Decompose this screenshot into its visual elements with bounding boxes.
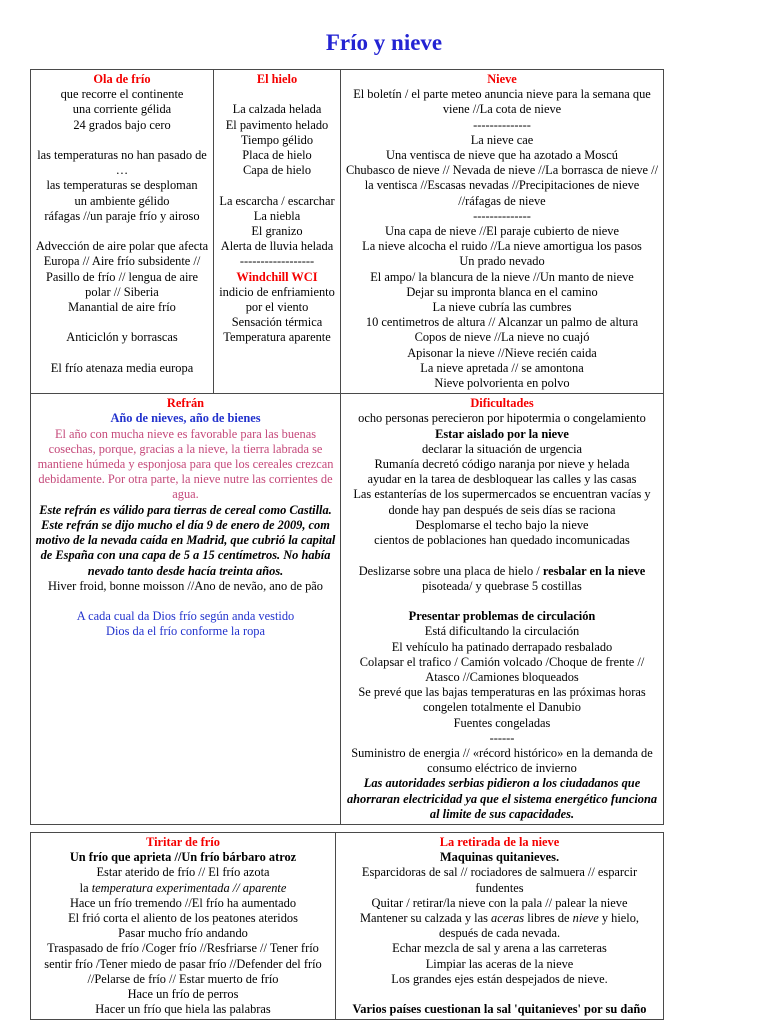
text-line [339,941,660,956]
text-line [217,194,337,209]
text-line [217,209,337,224]
cell-body-nieve [344,87,660,391]
text-line [217,254,337,269]
text-segment: Chubasco de nieve // Nevada de nieve //La borrasca de nieve // la ventisca //Escasas nevadas //Precipitaciones de nieve //ráfagas de nieve [345,163,659,208]
text-line [344,716,660,731]
text-line [34,315,210,330]
text-line [34,941,332,987]
cell-header-el-hielo: El hielo [256,72,298,86]
text-line [344,731,660,746]
text-segment: Año de nieves, año de bienes [110,411,261,426]
text-segment: A cada cual da Dios frío según anda vestido [76,609,295,624]
text-segment: ayudar en la tarea de desbloquear las calles y las casas [367,472,637,487]
text-line [34,579,337,594]
text-segment: Temperatura aparente [223,330,331,345]
text-segment: Pasar mucho frío andando [118,926,248,941]
text-segment: Limpiar las aceras de la nieve [425,956,574,971]
text-line [344,685,660,715]
text-segment: las temperaturas no han pasado de … [37,148,207,178]
vocab-table-main [30,69,664,825]
text-line [217,148,337,163]
text-segment: Se prevé que las bajas temperaturas en las próximas horas congelen totalmente el Danubio [358,685,646,715]
text-segment: resbalar en la nieve [542,563,646,578]
text-line [217,163,337,178]
text-segment: El ampo/ la blancura de la nieve //Un manto de nieve [370,269,634,284]
text-line [34,239,210,300]
text-line [34,896,332,911]
text-line [339,911,660,941]
text-segment: Este refrán es válido para tierras de cereal como Castilla. Este refrán se dijo mucho el día 9 de enero de 2009, com motivo de la nevada caída en Madrid, que cubrió la capital de España con una capa de 5 a 15 centímetros. No había nevado tanto desde hacía treinta años. [35,502,336,578]
text-line [344,346,660,361]
text-line [217,133,337,148]
text-segment: una corriente gélida [72,102,172,117]
text-line [34,850,332,865]
cell-body-refran [34,411,337,639]
text-line [217,239,337,254]
text-segment: Advección de aire polar que afecta Europa // Aire frío subsidente // Pasillo de frío // lengua de aire polar // Siberia [35,239,209,299]
cell-header-dificultades: Dificultades [470,396,534,411]
text-line [344,209,660,224]
text-segment: Deslizarse sobre una placa de hielo / [358,563,543,578]
text-segment: Nieve polvorienta en polvo [434,376,570,391]
table-row [31,832,664,1019]
text-line [339,957,660,972]
text-segment: Hace un frío de perros [127,986,239,1001]
text-segment: El boletín / el parte meteo anuncia nieve para la semana que viene //La cota de nieve [353,87,651,117]
cell-nieve [341,70,664,394]
text-line [34,300,210,315]
text-segment: Hacer un frío que hiela las palabras [95,1002,271,1017]
text-line [217,102,337,117]
text-segment: ráfagas //un paraje frío y airoso [44,208,200,223]
text-line [34,330,210,345]
text-segment: La nieve cae [470,132,534,147]
cell-tiritar-de-frio [31,832,336,1019]
text-line [339,1002,660,1017]
text-segment: Apisonar la nieve //Nieve recién caida [407,345,597,360]
text-line [217,270,337,285]
page-title: Frío y nieve [325,30,443,55]
cell-header-refran: Refrán [166,396,205,411]
text-segment: 10 centimetros de altura // Alcanzar un palmo de altura [365,315,639,330]
text-segment: libres de [524,910,573,925]
text-segment: El granizo [251,224,303,239]
text-line [217,178,337,193]
text-segment: Una capa de nieve //El paraje cubierto de nieve [385,224,619,239]
text-segment: Placa de hielo [242,148,312,163]
text-segment: 24 grados bajo cero [73,117,171,132]
text-segment: Hiver froid, bonne moisson //Ano de nevão, ano de pão [48,578,323,593]
table-row [31,70,664,394]
text-segment: Un prado nevado [459,254,545,269]
text-line [344,87,660,117]
text-line [339,865,660,895]
text-line [344,533,660,548]
text-line [34,609,337,624]
text-line [34,148,210,178]
text-segment: las temperaturas se desploman [46,178,198,193]
text-segment: Esparcidoras de sal // rociadores de salmuera // esparcir fundentes [361,865,638,895]
text-line [344,518,660,533]
text-line [34,133,210,148]
text-segment: La escarcha / escarchar [219,193,335,208]
text-line [339,972,660,987]
text-segment: Anticiclón y borrascas [66,330,178,345]
text-line [34,346,210,361]
text-segment: aceras [491,910,525,925]
text-line [34,624,337,639]
text-line [34,411,337,426]
cell-header-ola-de-frio: Ola de frío [93,72,151,86]
text-segment: Rumanía decretó código naranja por nieve y helada [374,457,630,472]
text-line [217,315,337,330]
text-segment: Capa de hielo [242,163,312,178]
cell-refran [31,394,341,825]
text-segment: Una ventisca de nieve que ha azotado a Moscú [386,148,618,163]
text-line [344,361,660,376]
text-segment: Quitar / retirar/la nieve con la pala // palear la nieve [371,895,628,910]
text-line [344,427,660,442]
text-line [344,472,660,487]
text-line [344,148,660,163]
table-row [31,394,664,825]
text-line [344,487,660,517]
text-segment: El frío atenaza media europa [50,360,194,375]
text-segment: y hielo, después de cada nevada. [438,910,640,941]
text-segment: Las estanterías de los supermercados se encuentran vacías y donde hay pan después de seis días se raciona [353,487,651,517]
text-segment: temperatura experimentada // aparente [91,880,287,895]
text-line [344,655,660,685]
text-line [344,376,660,391]
text-line [344,239,660,254]
text-segment: El pavimento helado [225,117,329,132]
text-line [34,881,332,896]
text-line [217,224,337,239]
text-segment: Suministro de energia // «récord histórico» en la demanda de consumo eléctrico de invierno [351,745,653,776]
text-line [344,564,660,594]
text-segment: Colapsar el trafico / Camión volcado /Choque de frente // Atasco //Camiones bloqueados [359,654,645,684]
text-line [34,102,210,117]
text-segment: ------ [489,730,515,745]
text-line [344,118,660,133]
text-line [344,285,660,300]
text-line [344,442,660,457]
text-line [344,411,660,426]
text-segment: Hace un frío tremendo //El frío ha aumentado [69,895,297,910]
text-segment: ------------------ [239,254,315,269]
text-line [34,361,210,376]
text-line [344,640,660,655]
text-line [34,594,337,609]
cell-body-el-hielo [217,87,337,345]
text-line [344,330,660,345]
text-line [344,594,660,609]
text-line [34,224,210,239]
text-line [34,427,337,503]
cell-body-ola-de-frio [34,87,210,376]
text-line [34,987,332,1002]
text-line [344,224,660,239]
text-segment: Sensación térmica [231,315,323,330]
text-segment: Presentar problemas de circulación [408,609,596,624]
text-segment: un ambiente gélido [74,193,170,208]
text-segment: nieve [572,910,599,925]
text-line [34,865,332,880]
text-segment: Copos de nieve //La nieve no cuajó [414,330,590,345]
text-segment: Maquinas quitanieves. [439,850,560,865]
text-segment: La niebla [253,208,301,223]
cell-header-retirada-de-la-nieve: La retirada de la nieve [439,834,560,849]
text-segment: Traspasado de frío /Coger frío //Resfriarse // Tener frío sentir frío /Tener miedo de pasar frío //Defender del frío //Pelarse de frío // Estar muerto de frío [44,941,322,986]
text-segment: Está dificultando la circulación [424,624,580,639]
text-segment: Tiempo gélido [240,132,314,147]
text-line [34,911,332,926]
text-segment: declarar la situación de urgencia [421,441,583,456]
cell-body-tiritar-de-frio [34,850,332,1017]
text-line [339,850,660,865]
text-segment: Dejar su impronta blanca en el camino [406,284,598,299]
text-segment: -------------- [473,208,531,223]
text-segment: cientos de poblaciones han quedado incomunicadas [374,533,630,548]
text-line [344,315,660,330]
text-segment: La calzada helada [232,102,322,117]
text-line [339,896,660,911]
text-line [344,609,660,624]
text-segment: Windchill WCI [236,269,318,284]
text-segment: Mantener su calzada y las [359,910,492,925]
text-line [344,776,660,822]
text-segment: Desplomarse el techo bajo la nieve [415,517,589,532]
text-segment: Dios da el frío conforme la ropa [106,624,265,639]
text-line [344,254,660,269]
cell-body-retirada-de-la-nieve [339,850,660,1017]
text-segment: Los grandes ejes están despejados de nieve. [391,971,608,986]
text-segment: La nieve apretada // se amontona [420,360,584,375]
text-segment: que recorre el continente [60,87,184,102]
text-segment: Echar mezcla de sal y arena a las carreteras [392,941,607,956]
text-segment: ocho personas perecieron por hipotermia o congelamiento [358,411,646,426]
text-segment: Estar aislado por la nieve [435,426,569,441]
text-segment: la [79,880,92,895]
text-line [34,194,210,209]
text-line [217,87,337,102]
text-line [344,548,660,563]
text-segment: La nieve cubría las cumbres [432,300,572,315]
text-segment: El vehículo ha patinado derrapado resbalado [391,639,613,654]
text-segment: Estar aterido de frío // El frío azota [96,865,270,880]
text-line [34,926,332,941]
text-line [217,285,337,315]
text-segment: Las autoridades serbias pidieron a los ciudadanos que ahorraran electricidad ya que el sistema energético funciona al limite de sus capacidades. [346,776,658,821]
cell-header-nieve: Nieve [487,72,517,86]
cell-el-hielo [214,70,341,394]
cell-ola-de-frio [31,70,214,394]
text-segment: La nieve alcocha el ruido //La nieve amortigua los pasos [362,239,642,254]
text-segment: Un frío que aprieta //Un frío bárbaro atroz [69,850,297,865]
text-line [344,270,660,285]
cell-retirada-de-la-nieve [336,832,664,1019]
cell-body-dificultades [344,411,660,821]
text-line [344,457,660,472]
text-line [344,163,660,209]
text-segment: pisoteada/ y quebrase 5 costillas [422,578,582,593]
text-line [217,330,337,345]
text-segment: Varios países cuestionan la sal 'quitanieves' por su daño [352,1002,647,1017]
text-segment: El frió corta el aliento de los peatones ateridos [68,910,298,925]
text-line [344,300,660,315]
text-line [344,624,660,639]
text-line [34,178,210,193]
text-segment: Manantial de aire frío [68,300,176,315]
text-segment: indicio de enfriamiento por el viento [219,284,335,315]
text-line [344,133,660,148]
cell-header-tiritar-de-frio: Tiritar de frío [146,834,220,849]
text-segment: -------------- [473,117,531,132]
vocab-table-bottom [30,832,664,1020]
text-segment: El año con mucha nieve es favorable para las buenas cosechas, porque, gracias a la nieve, la tierra labrada se mantiene húmeda y esponjosa para que los cereales crezcan debidamente. Por otra parte, la nieve nutre las corrientes de agua. [37,426,334,502]
text-line [217,118,337,133]
text-segment: Fuentes congeladas [453,715,551,730]
text-line [34,118,210,133]
text-line [34,503,337,579]
cell-dificultades [341,394,664,825]
text-line [344,746,660,776]
text-line [34,1002,332,1017]
text-line [339,987,660,1002]
text-line [34,87,210,102]
text-line [34,209,210,224]
text-segment: Alerta de lluvia helada [220,239,334,254]
